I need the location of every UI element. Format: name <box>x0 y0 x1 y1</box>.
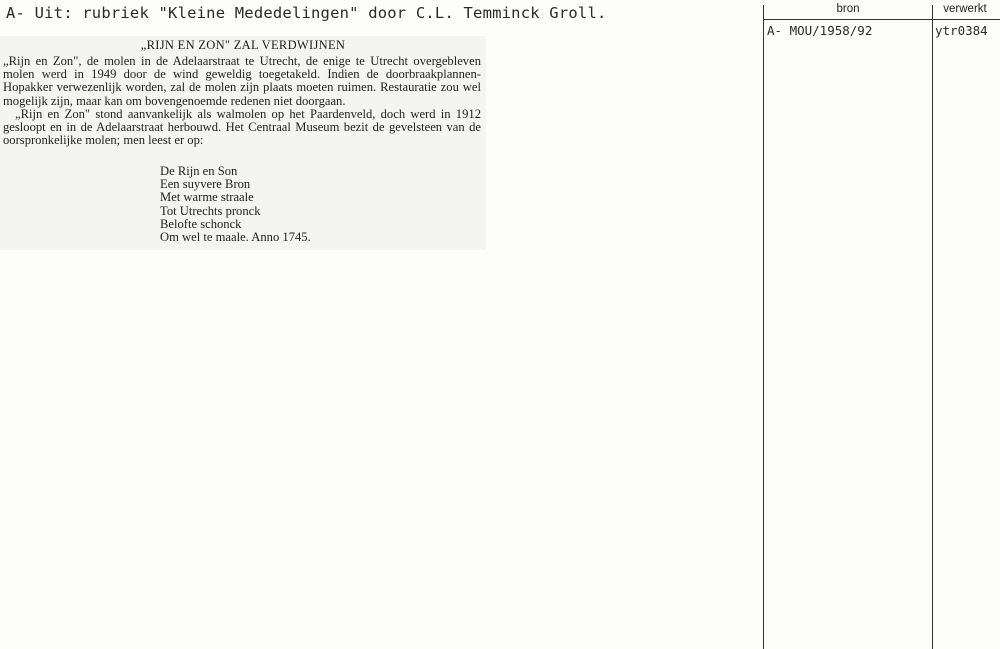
column-header-verwerkt: verwerkt <box>943 3 987 15</box>
clipping-paragraph-2: „Rijn en Zon" stond aanvankelijk als walmolen op het Paardenveld, doch werd in 1912 gesloopt en in de Adelaarstraat herbouwd. Het Centraal Museum bezit de gevelsteen van de oorspronkelijke molen; men leest er op: <box>3 106 481 148</box>
table-left-rule <box>763 5 764 649</box>
newspaper-clipping <box>0 36 486 250</box>
poem-line: Met warme straale <box>160 190 254 205</box>
clipping-paragraph-1: „Rijn en Zon", de molen in de Adelaarstraat te Utrecht, de enige te Utrecht overgebleven molen werd in 1949 door de wind geweldig toegetakeld. Indien de doorbraakplannen-Hopakker verwezenlijk worden, zal de molen zijn plaats moeten ruimen. Restauratie zou wel mogelijk zijn, maar kan om bovengenoemde redenen niet doorgaan. <box>3 54 481 108</box>
cell-bron: A- MOU/1958/92 <box>767 23 873 38</box>
clipping-title: „RIJN EN ZON" ZAL VERDWIJNEN <box>140 38 346 52</box>
gevelsteen-inscription <box>160 165 311 244</box>
clipping-body <box>3 55 481 147</box>
table-header-rule <box>764 19 1000 20</box>
poem-line: Een suyvere Bron <box>160 177 251 192</box>
poem-line: Belofte schonck <box>160 216 242 231</box>
poem-line: De Rijn en Son <box>160 164 238 178</box>
typed-source-line: A- Uit: rubriek "Kleine Mededelingen" door C.L. Temminck Groll. <box>6 4 607 22</box>
poem-line: Om wel te maale. Anno 1745. <box>160 230 311 245</box>
cell-verwerkt: ytr0384 <box>935 23 988 38</box>
table-middle-rule <box>932 5 933 649</box>
column-header-bron: bron <box>836 3 860 15</box>
poem-line: Tot Utrechts pronck <box>160 203 261 218</box>
